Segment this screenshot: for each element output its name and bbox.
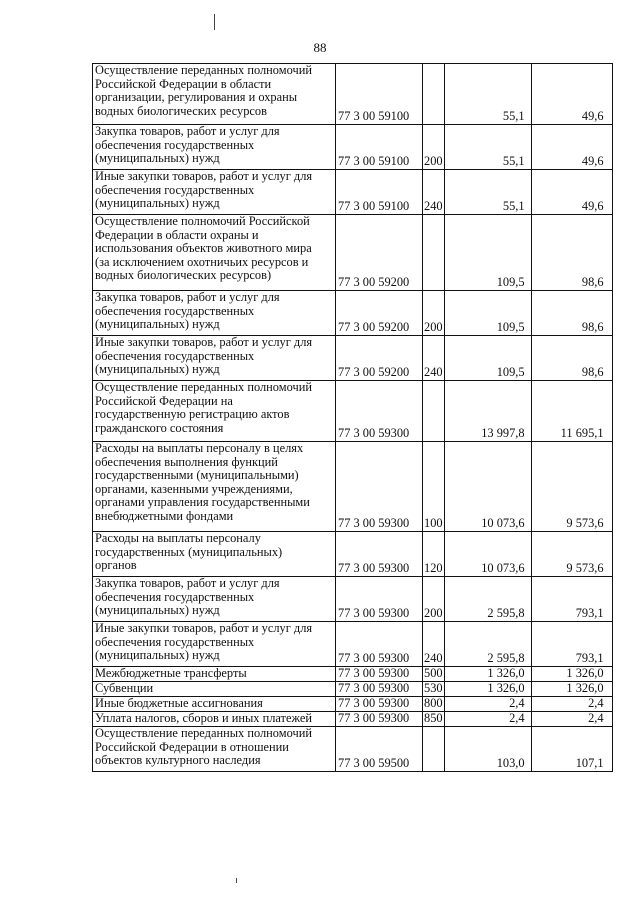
table-row: [93, 125, 613, 170]
row-name: Межбюджетные трансферты: [93, 667, 336, 682]
table-row: [93, 291, 613, 336]
row-name: Осуществление переданных полномочий Российской Федерации в отношении объектов культурного наследия: [93, 727, 336, 772]
row-expense-type: 530: [424, 681, 443, 696]
row-target-code: 77 3 00 59500: [336, 727, 423, 772]
row-amount-2: 49,6: [531, 125, 612, 170]
row-amount-2: 9 573,6: [531, 442, 612, 532]
row-name: Осуществление переданных полномочий Российской Федерации в области организации, регулирования и охраны водных биологических ресурсов: [93, 64, 336, 125]
table-row: [93, 381, 613, 442]
row-target-code: 77 3 00 59100: [336, 64, 423, 125]
row-target-code: 77 3 00 59300: [336, 442, 423, 532]
row-amount-2: 9 573,6: [531, 532, 612, 577]
row-name: Закупка товаров, работ и услуг для обеспечения государственных (муниципальных) нужд: [93, 291, 336, 336]
row-expense-type: 240: [423, 622, 445, 667]
row-name: Иные закупки товаров, работ и услуг для обеспечения государственных (муниципальных) нужд: [93, 622, 336, 667]
table-row: [93, 442, 613, 532]
row-amount-1: 13 997,8: [444, 381, 531, 442]
row-amount-1: 2 595,8: [444, 577, 531, 622]
row-amount-1: 103,0: [444, 727, 531, 772]
row-amount-2: 107,1: [531, 727, 612, 772]
row-name: Уплата налогов, сборов и иных платежей: [93, 712, 336, 727]
row-target-code: 77 3 00 59200: [336, 336, 423, 381]
row-amount-1: 109,5: [444, 291, 531, 336]
row-expense-type: 240: [423, 170, 445, 215]
row-name: Расходы на выплаты персоналу в целях обеспечения выполнения функций государственными (муниципальными) органами, казенными учреждениями, органами управления государственными внебюджетными фондами: [93, 442, 336, 532]
row-amount-2: 49,6: [531, 64, 612, 125]
row-name: Осуществление полномочий Российской Федерации в области охраны и использования объектов животного мира (за исключением охотничьих ресурсов и водных биологических ресурсов): [93, 215, 336, 291]
row-amount-1: 10 073,6: [444, 442, 531, 532]
scan-mark-bottom: [236, 878, 237, 883]
row-amount-1: 55,1: [444, 125, 531, 170]
row-name: Иные бюджетные ассигнования: [93, 697, 336, 712]
row-target-code: 77 3 00 59300: [336, 381, 423, 442]
row-expense-type: 800: [424, 696, 443, 711]
table-row: [93, 682, 613, 697]
row-expense-type: 120: [423, 532, 445, 577]
table-row: [93, 577, 613, 622]
table-row: [93, 622, 613, 667]
table-body: [93, 64, 613, 772]
row-target-code: 77 3 00 59300: [336, 667, 423, 682]
budget-table: [92, 63, 613, 772]
row-expense-type: 240: [423, 336, 445, 381]
row-amount-1: 2 595,8: [444, 622, 531, 667]
row-target-code: 77 3 00 59200: [336, 215, 423, 291]
page-number: 88: [313, 40, 327, 55]
row-amount-2: 11 695,1: [531, 381, 612, 442]
row-amount-1: 55,1: [444, 64, 531, 125]
row-name: Закупка товаров, работ и услуг для обеспечения государственных (муниципальных) нужд: [93, 125, 336, 170]
row-name: Иные закупки товаров, работ и услуг для обеспечения государственных (муниципальных) нужд: [93, 170, 336, 215]
row-name: Закупка товаров, работ и услуг для обеспечения государственных (муниципальных) нужд: [93, 577, 336, 622]
table-row: [93, 336, 613, 381]
table-row: [93, 727, 613, 772]
table-row: [93, 215, 613, 291]
row-target-code: 77 3 00 59300: [336, 712, 423, 727]
row-target-code: 77 3 00 59200: [336, 291, 423, 336]
row-amount-2: 1 326,0: [531, 667, 612, 682]
row-target-code: 77 3 00 59300: [336, 682, 423, 697]
table-row: [93, 712, 613, 727]
row-target-code: 77 3 00 59300: [336, 532, 423, 577]
row-expense-type: 200: [423, 125, 445, 170]
row-expense-type: [423, 381, 445, 442]
row-expense-type: 500: [424, 666, 443, 681]
row-name: Расходы на выплаты персоналу государственных (муниципальных) органов: [93, 532, 336, 577]
table-row: [93, 170, 613, 215]
row-expense-type: 200: [423, 577, 445, 622]
row-name: Иные закупки товаров, работ и услуг для обеспечения государственных (муниципальных) нужд: [93, 336, 336, 381]
row-expense-type: [423, 727, 445, 772]
row-target-code: 77 3 00 59300: [336, 622, 423, 667]
row-amount-1: 1 326,0: [444, 682, 531, 697]
table-row: [93, 532, 613, 577]
table-row: [93, 667, 613, 682]
row-expense-type: 100: [423, 442, 445, 532]
row-target-code: 77 3 00 59300: [336, 577, 423, 622]
row-amount-1: 2,4: [444, 712, 531, 727]
table-row: [93, 697, 613, 712]
row-amount-1: 1 326,0: [444, 667, 531, 682]
row-target-code: 77 3 00 59100: [336, 170, 423, 215]
row-amount-1: 109,5: [444, 336, 531, 381]
row-amount-1: 55,1: [444, 170, 531, 215]
row-amount-2: 98,6: [531, 291, 612, 336]
row-amount-2: 98,6: [531, 215, 612, 291]
row-amount-1: 109,5: [444, 215, 531, 291]
row-amount-1: 10 073,6: [444, 532, 531, 577]
row-target-code: 77 3 00 59300: [336, 697, 423, 712]
row-amount-2: 793,1: [531, 622, 612, 667]
row-name: Осуществление переданных полномочий Российской Федерации на государственную регистрацию актов гражданского состояния: [93, 381, 336, 442]
row-expense-type: [423, 215, 445, 291]
row-amount-2: 2,4: [531, 697, 612, 712]
row-expense-type: 200: [423, 291, 445, 336]
row-expense-type: 850: [424, 711, 443, 726]
scan-mark-top: [214, 14, 215, 30]
row-amount-2: 2,4: [531, 712, 612, 727]
row-expense-type: [423, 64, 445, 125]
table-row: [93, 64, 613, 125]
row-amount-2: 49,6: [531, 170, 612, 215]
row-name: Субвенции: [93, 682, 336, 697]
row-amount-2: 1 326,0: [531, 682, 612, 697]
row-amount-2: 793,1: [531, 577, 612, 622]
row-amount-2: 98,6: [531, 336, 612, 381]
row-target-code: 77 3 00 59100: [336, 125, 423, 170]
row-amount-1: 2,4: [444, 697, 531, 712]
